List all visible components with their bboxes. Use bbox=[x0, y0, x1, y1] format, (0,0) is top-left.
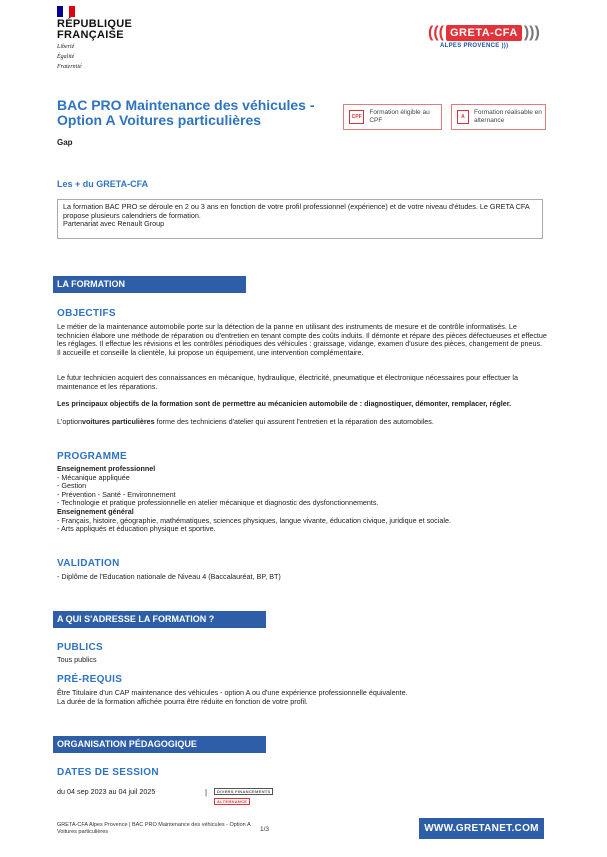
alternance-icon: A bbox=[457, 110, 469, 124]
plus-heading: Les + du GRETA-CFA bbox=[57, 179, 149, 189]
republic-line1: RÉPUBLIQUE bbox=[57, 18, 133, 30]
dates-title: DATES DE SESSION bbox=[57, 767, 159, 778]
public-banner: A QUI S'ADRESSE LA FORMATION ? bbox=[53, 611, 266, 628]
separator: | bbox=[205, 788, 208, 797]
alternance-badge-text: Formation réalisable en alternance bbox=[473, 109, 542, 124]
cpf-badge bbox=[343, 104, 442, 130]
ens-pro-item: - Prévention - Santé - Environnement bbox=[57, 489, 176, 499]
option-bold: voitures particulières bbox=[81, 417, 155, 426]
option-rest: forme des techniciens d'atelier qui assurent l'entretien et la réparation des automobiles. bbox=[154, 417, 434, 426]
option-prefix: L'option bbox=[57, 417, 82, 426]
plus-partner: Partenariat avec Renault Group bbox=[63, 219, 165, 228]
plus-box bbox=[57, 199, 543, 239]
greta-subtitle: ALPES PROVENCE ))) bbox=[440, 43, 509, 49]
publics-text: Tous publics bbox=[57, 655, 97, 664]
ens-gen-item: - Français, histoire, géographie, mathématiques, sciences physiques, langue vivante, éducation civique, juridique et sociale. bbox=[57, 515, 451, 525]
objectifs-text: Le métier de la maintenance automobile porte sur la détection de la panne en utilisant des instruments de mesure et de contrôle informatisés. Le technicien élabore une méthode de réparation ou d'entretien en tenant compte des coûts induits. Il démonte et répare des pièces défectueuses et effectue les réglages. Il effectue les révisions et les contrôles périodiques des véhicules : graissage, vidange, examen d'usure des pièces, changement de pneus. Il accueille et conseille la clientèle, lui propose un équipement, une intervention complémentaire. bbox=[57, 322, 547, 357]
plus-text: La formation BAC PRO se déroule en 2 ou 3 ans en fonction de votre profil professionnel (expérience) et de votre niveau d'études. Le GRETA CFA propose plusieurs calendriers de formation. bbox=[63, 202, 530, 220]
validation-title: VALIDATION bbox=[57, 558, 120, 569]
location: Gap bbox=[57, 138, 73, 147]
republic-line2: FRANÇAISE bbox=[57, 29, 124, 41]
cpf-icon: CPF bbox=[349, 110, 364, 124]
page-number: 1/3 bbox=[260, 826, 270, 833]
motto-3: Fraternité bbox=[57, 64, 82, 70]
footer-doc-ref: GRETA-CFA Alpes Provence | BAC PRO Maintenance des véhicules - Option A Voitures particulières bbox=[57, 822, 251, 835]
alternance-badge bbox=[451, 104, 546, 130]
ens-pro-item: - Technologie et pratique professionnelle en atelier mécanique et diagnostic des dysfonctionnements. bbox=[57, 498, 379, 508]
page-title: BAC PRO Maintenance des véhicules - Option A Voitures particulières bbox=[57, 97, 315, 128]
formation-banner: LA FORMATION bbox=[53, 276, 246, 293]
chevron-right-icon: ))) bbox=[523, 24, 540, 41]
motto-2: Égalité bbox=[57, 54, 75, 60]
validation-text: - Diplôme de l'Education nationale de Niveau 4 (Baccalauréat, BP, BT) bbox=[57, 572, 281, 581]
publics-title: PUBLICS bbox=[57, 642, 103, 653]
ens-gen-item: - Arts appliqués et éducation physique et sportive. bbox=[57, 524, 216, 534]
ens-pro-item: - Mécanique appliquée bbox=[57, 472, 130, 482]
prereq-text2: La durée de la formation affichée pourra être réduite en fonction de votre profil. bbox=[57, 697, 308, 706]
chevron-left-icon: ((( bbox=[428, 24, 444, 41]
tag-divers-financements: DIVERS FINANCEMENTS bbox=[214, 788, 273, 795]
objectifs-bold: Les principaux objectifs de la formation sont de permettre au mécanicien automobile de : diagnostiquer, démonter, remplacer, régler. bbox=[57, 399, 512, 408]
greta-name: GRETA-CFA bbox=[446, 25, 522, 41]
formation-banner-row bbox=[53, 276, 547, 293]
tag-alternance: ALTERNANCE bbox=[214, 798, 250, 805]
republique-francaise-logo bbox=[57, 6, 132, 71]
prereq-text1: Être Titulaire d'un CAP maintenance des véhicules - option A ou d'une expérience professionnelle équivalente. bbox=[57, 688, 408, 697]
ens-gen-title: Enseignement général bbox=[57, 506, 134, 516]
programme-title: PROGRAMME bbox=[57, 451, 127, 462]
ens-pro-item: - Gestion bbox=[57, 481, 87, 491]
website-link[interactable]: WWW.GRETANET.COM bbox=[419, 818, 544, 839]
programme-block bbox=[57, 465, 547, 534]
greta-cfa-logo bbox=[428, 24, 548, 49]
prereq-title: PRÉ-REQUIS bbox=[57, 674, 123, 685]
ens-pro-title: Enseignement professionnel bbox=[57, 464, 156, 473]
motto-1: Liberté bbox=[57, 44, 75, 50]
session-dates: du 04 sep 2023 au 04 juil 2025 bbox=[57, 787, 156, 796]
objectifs-text2: Le futur technicien acquiert des connaissances en mécanique, hydraulique, électricité, pneumatique et électronique nécessaires pour effectuer la maintenance et les réparations. bbox=[57, 373, 518, 391]
cpf-badge-text: Formation éligible au CPF bbox=[369, 109, 430, 124]
option-text bbox=[57, 418, 547, 427]
organisation-banner: ORGANISATION PÉDAGOGIQUE bbox=[53, 736, 266, 753]
french-flag-icon bbox=[57, 6, 75, 17]
objectifs-title: OBJECTIFS bbox=[57, 308, 116, 319]
